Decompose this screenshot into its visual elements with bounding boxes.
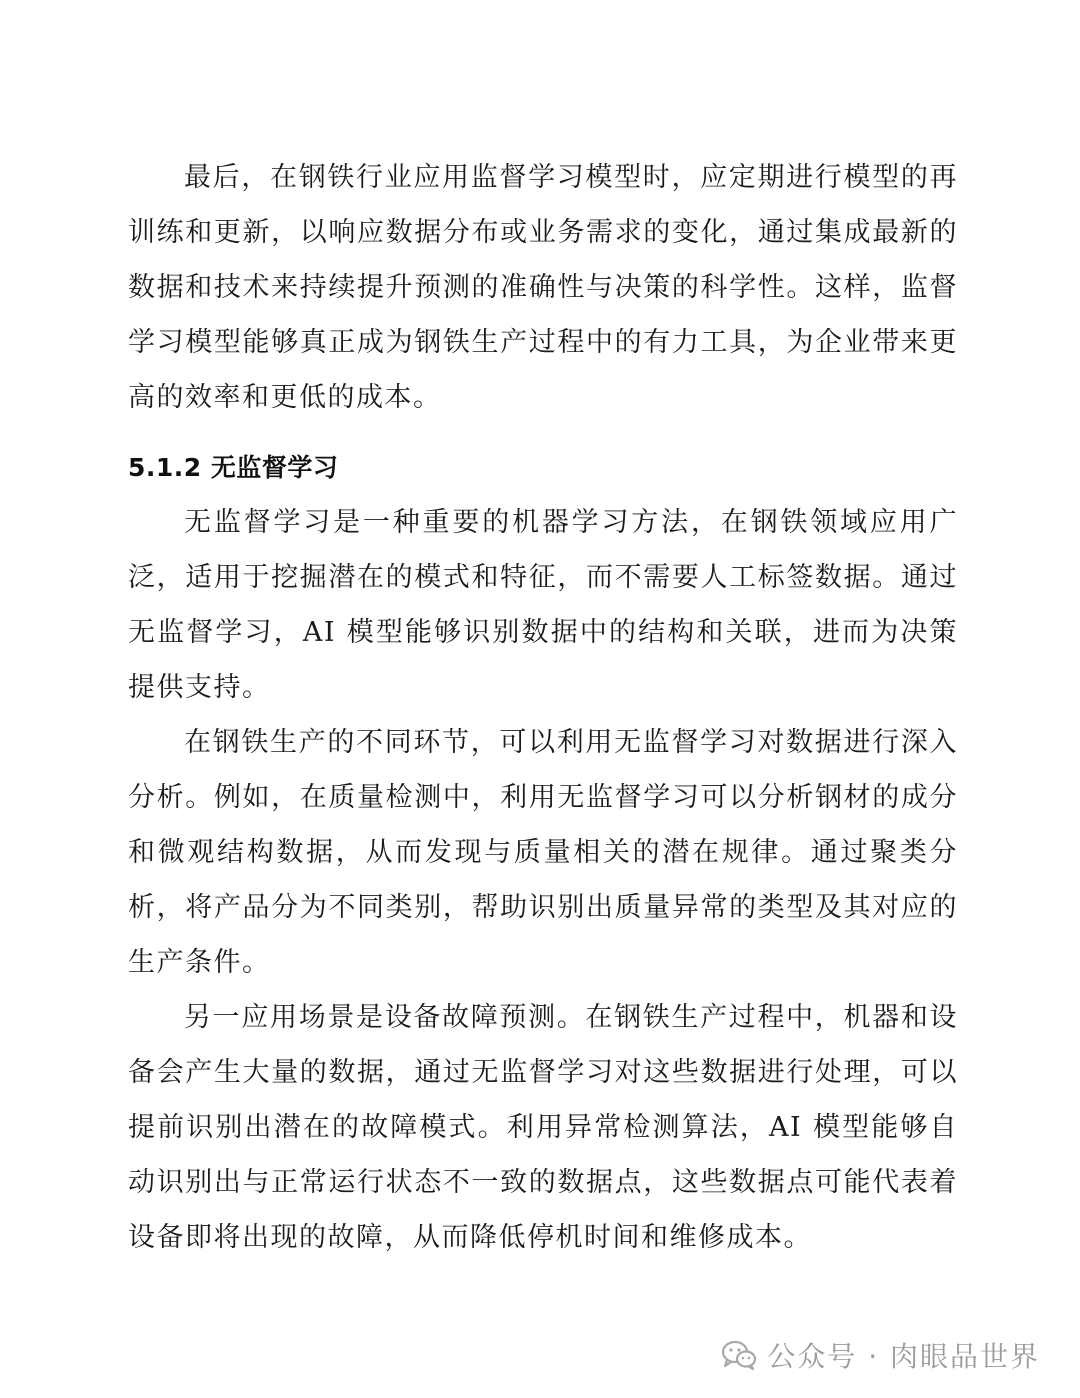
wechat-icon	[721, 1339, 757, 1371]
watermark-text: 公众号 · 肉眼品世界	[767, 1340, 1040, 1373]
section-heading: 5.1.2 无监督学习	[128, 453, 339, 482]
paragraph-fault-prediction: 另一应用场景是设备故障预测。在钢铁生产过程中，机器和设备会产生大量的数据，通过无监督学习对这些数据进行处理，可以提前识别出潜在的故障模式。利用异常检测算法，AI 模型能够自动识别出与正常运行状态不一致的数据点，这些数据点可能代表着设备即将出现的故障，从而降低停机时间和维修成本。	[128, 1002, 958, 1253]
paragraph-unsupervised-intro: 无监督学习是一种重要的机器学习方法，在钢铁领域应用广泛，适用于挖掘潜在的模式和特征，而不需要人工标签数据。通过无监督学习，AI 模型能够识别数据中的结构和关联，进而为决策提供支持。	[128, 507, 958, 703]
document-body	[128, 150, 958, 1265]
watermark	[721, 1335, 1040, 1375]
paragraph-supervised-conclusion: 最后，在钢铁行业应用监督学习模型时，应定期进行模型的再训练和更新，以响应数据分布或业务需求的变化，通过集成最新的数据和技术来持续提升预测的准确性与决策的科学性。这样，监督学习模型能够真正成为钢铁生产过程中的有力工具，为企业带来更高的效率和更低的成本。	[128, 162, 958, 413]
paragraph-quality-inspection: 在钢铁生产的不同环节，可以利用无监督学习对数据进行深入分析。例如，在质量检测中，利用无监督学习可以分析钢材的成分和微观结构数据，从而发现与质量相关的潜在规律。通过聚类分析，将产品分为不同类别，帮助识别出质量异常的类型及其对应的生产条件。	[128, 727, 958, 978]
